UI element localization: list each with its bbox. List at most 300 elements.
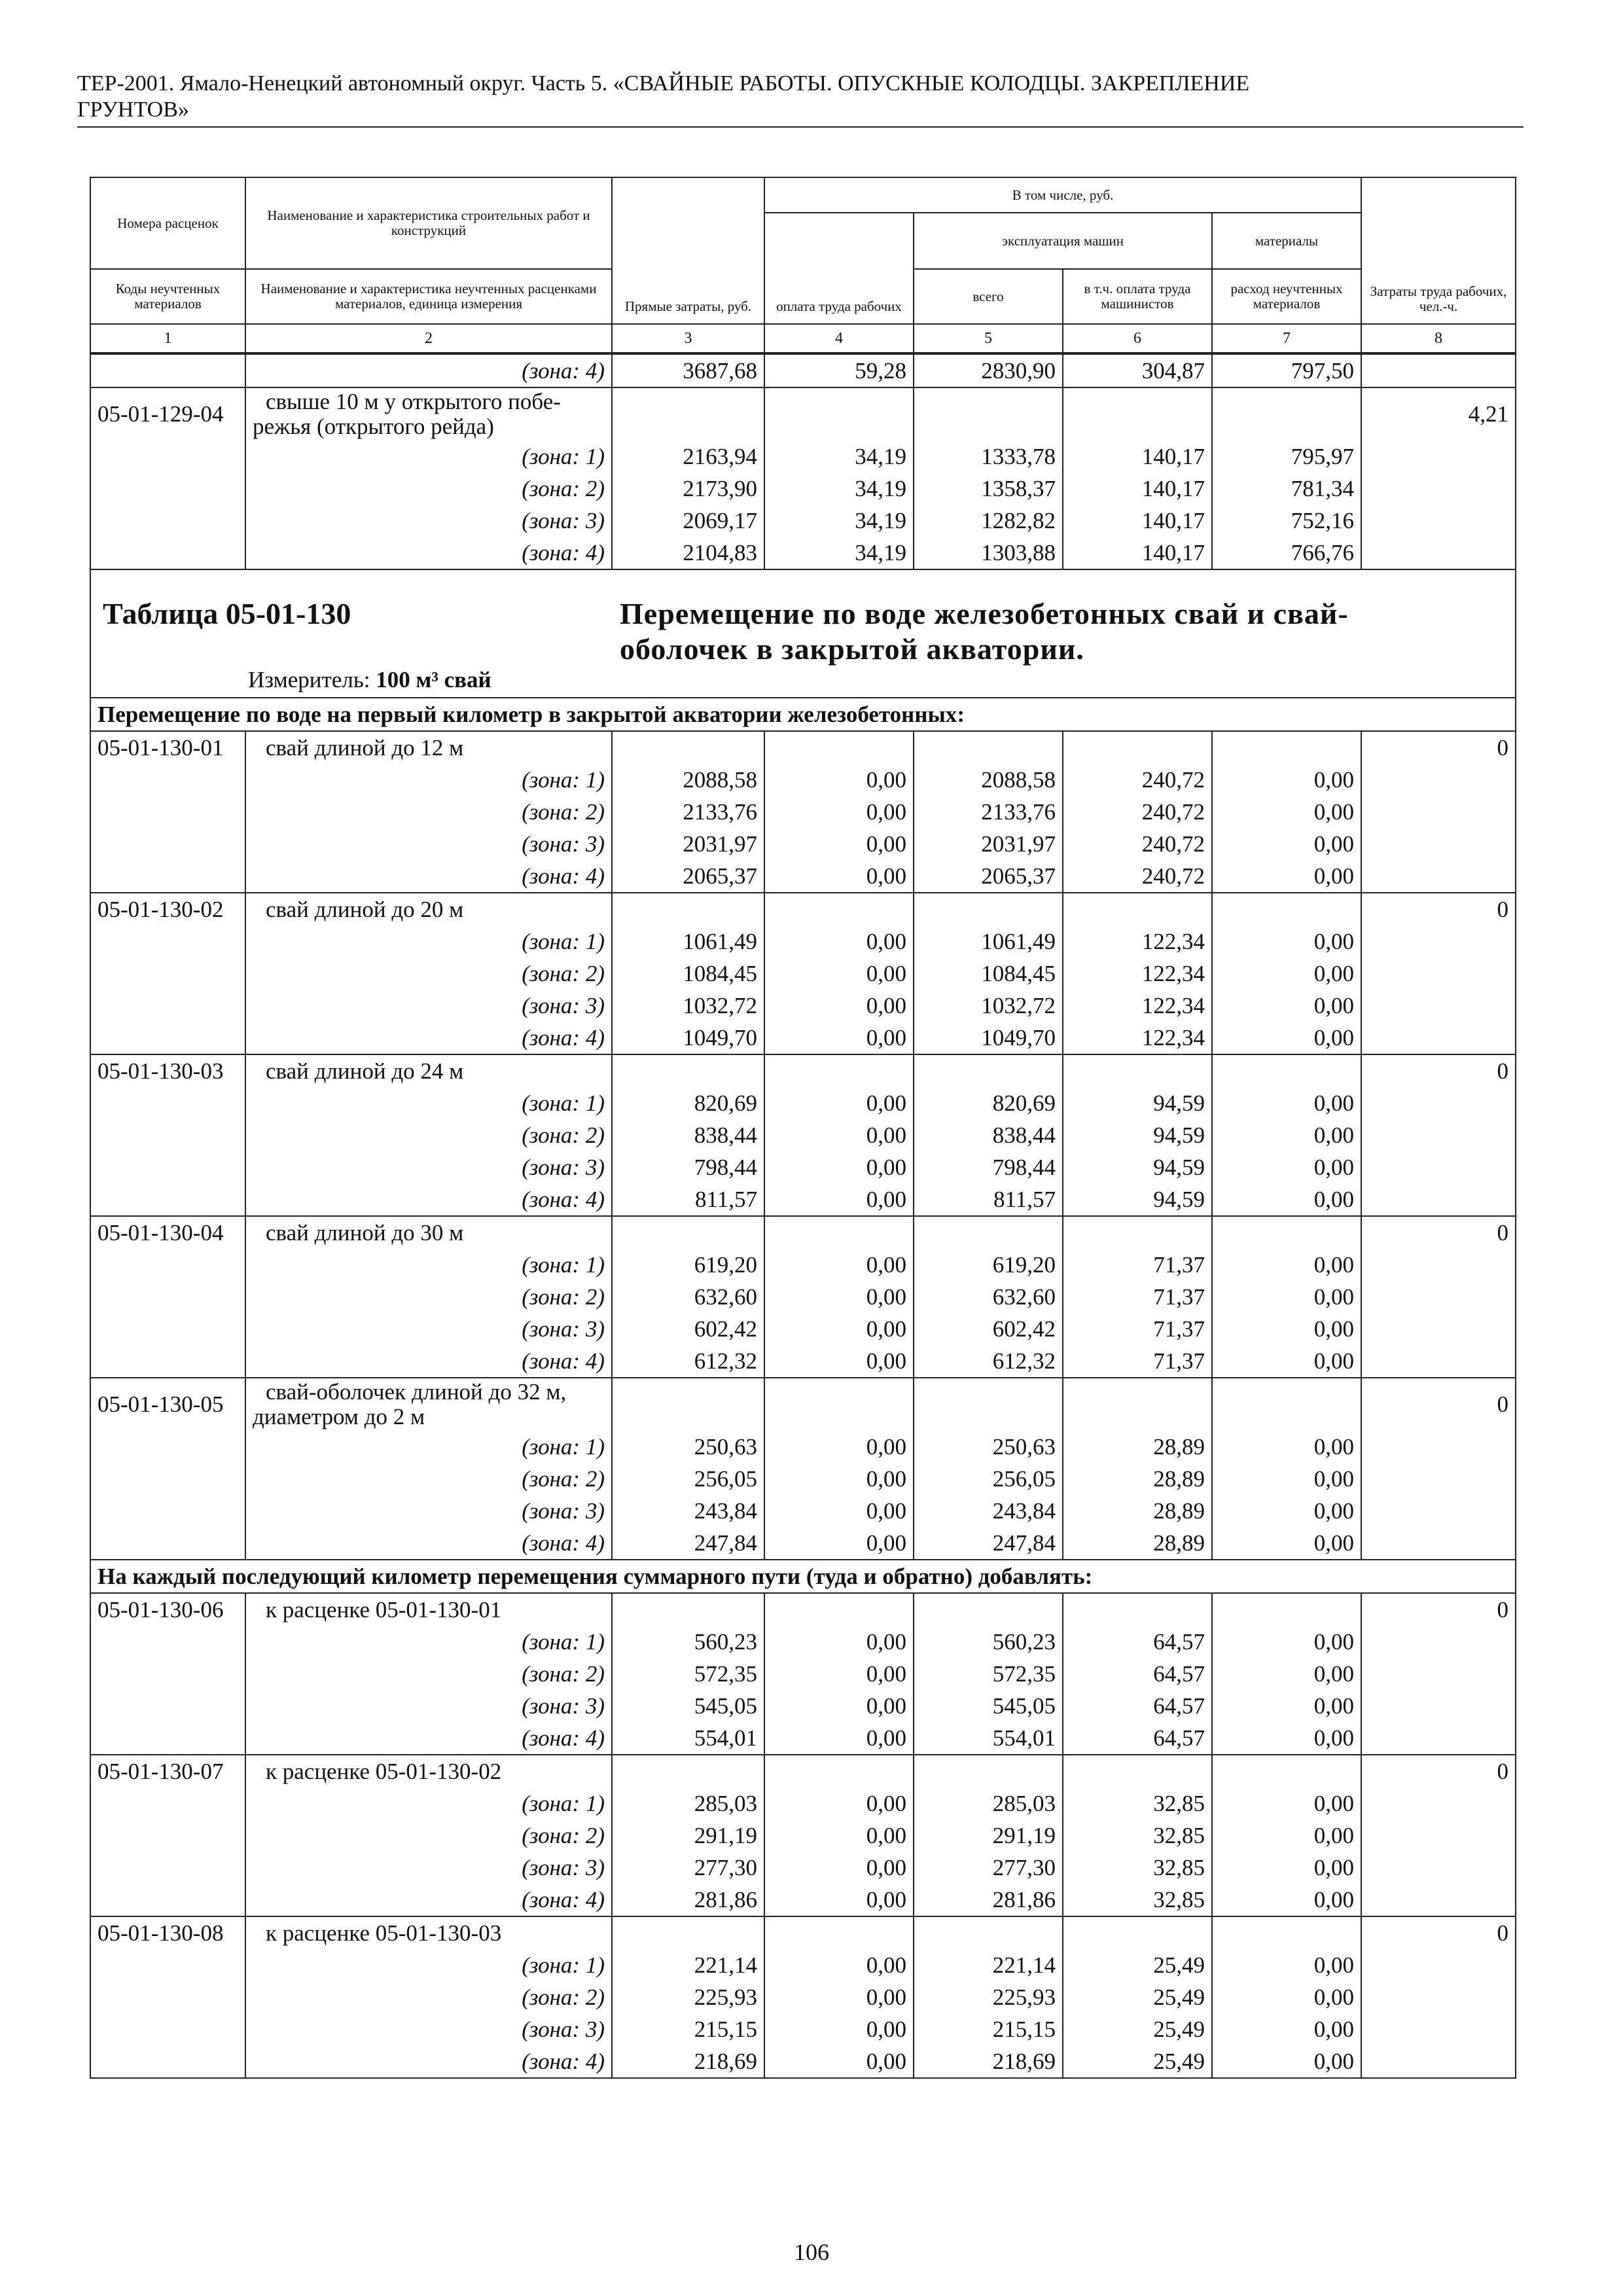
zone-row bbox=[90, 1626, 1516, 1658]
value-c7: 0,00 bbox=[1212, 1281, 1361, 1313]
labor-cell bbox=[1361, 1722, 1516, 1755]
rate-code: 05-01-130-01 bbox=[90, 731, 245, 764]
value-c7: 0,00 bbox=[1212, 1626, 1361, 1658]
col-number-5: 5 bbox=[914, 324, 1063, 353]
value-c4: 0,00 bbox=[764, 1949, 914, 1981]
zone-row bbox=[90, 1852, 1516, 1884]
value-c3: 281,86 bbox=[612, 1884, 764, 1916]
header-materials: материалы bbox=[1212, 213, 1361, 269]
header-line-2: ГРУНТОВ» bbox=[77, 98, 189, 122]
value-c5: 2133,76 bbox=[914, 796, 1063, 828]
value-c3: 215,15 bbox=[612, 2013, 764, 2045]
zone-row bbox=[90, 1119, 1516, 1151]
rate-code: 05-01-130-04 bbox=[90, 1216, 245, 1249]
code-cell bbox=[90, 1463, 245, 1495]
empty-cell bbox=[764, 1755, 914, 1787]
value-c5: 838,44 bbox=[914, 1119, 1063, 1151]
rate-name bbox=[245, 1593, 612, 1626]
value-c7: 0,00 bbox=[1212, 1820, 1361, 1852]
value-c7: 0,00 bbox=[1212, 990, 1361, 1022]
empty-cell bbox=[1063, 1378, 1212, 1431]
value-c5: 2088,58 bbox=[914, 764, 1063, 796]
empty-cell bbox=[1063, 1054, 1212, 1087]
labor-value: 0 bbox=[1361, 1378, 1516, 1431]
value-c5: 247,84 bbox=[914, 1527, 1063, 1560]
value-c4: 0,00 bbox=[764, 1022, 914, 1054]
header-including: В том числе, руб. bbox=[764, 177, 1361, 213]
empty-cell bbox=[612, 1216, 764, 1249]
value-c6: 28,89 bbox=[1063, 1527, 1212, 1560]
zone-row bbox=[90, 440, 1516, 473]
zone-row bbox=[90, 1722, 1516, 1755]
zone-label: (зона: 2) bbox=[245, 958, 612, 990]
value-c3: 2065,37 bbox=[612, 860, 764, 893]
empty-cell bbox=[1063, 1755, 1212, 1787]
zone-label: (зона: 1) bbox=[245, 1787, 612, 1820]
value-c5: 221,14 bbox=[914, 1949, 1063, 1981]
code-cell bbox=[90, 1087, 245, 1119]
value-c4: 0,00 bbox=[764, 1820, 914, 1852]
value-c4: 0,00 bbox=[764, 990, 914, 1022]
column-header-table bbox=[90, 177, 1516, 353]
value-c3: 2133,76 bbox=[612, 796, 764, 828]
value-c7: 0,00 bbox=[1212, 1151, 1361, 1183]
value-c4: 34,19 bbox=[764, 440, 914, 473]
value-c7: 0,00 bbox=[1212, 2013, 1361, 2045]
value-c5: 1061,49 bbox=[914, 925, 1063, 958]
value-c4: 0,00 bbox=[764, 1626, 914, 1658]
value-c3: 632,60 bbox=[612, 1281, 764, 1313]
labor-cell bbox=[1361, 473, 1516, 505]
value-c3: 612,32 bbox=[612, 1345, 764, 1378]
rate-code: 05-01-130-07 bbox=[90, 1755, 245, 1787]
value-c3: 1049,70 bbox=[612, 1022, 764, 1054]
labor-value: 0 bbox=[1361, 1216, 1516, 1249]
value-c4: 0,00 bbox=[764, 1658, 914, 1690]
empty-cell bbox=[1063, 1593, 1212, 1626]
code-cell bbox=[90, 1495, 245, 1527]
empty-cell bbox=[914, 387, 1063, 440]
header-machines-total: всего bbox=[914, 269, 1063, 324]
code-cell bbox=[90, 440, 245, 473]
value-c5: 1282,82 bbox=[914, 505, 1063, 537]
rate-name-line: к расценке 05-01-130-01 bbox=[266, 1596, 502, 1623]
value-c3: 560,23 bbox=[612, 1626, 764, 1658]
value-c5: 291,19 bbox=[914, 1820, 1063, 1852]
zone-label: (зона: 1) bbox=[245, 440, 612, 473]
empty-cell bbox=[764, 1916, 914, 1949]
labor-cell bbox=[1361, 1183, 1516, 1216]
labor-cell bbox=[1361, 1022, 1516, 1054]
value-c7: 0,00 bbox=[1212, 1949, 1361, 1981]
rate-name-line: режья (открытого рейда) bbox=[253, 414, 494, 439]
value-c6: 94,59 bbox=[1063, 1183, 1212, 1216]
value-c3: 2031,97 bbox=[612, 828, 764, 860]
empty-cell bbox=[1212, 1916, 1361, 1949]
code-cell bbox=[90, 1949, 245, 1981]
rate-name-line: к расценке 05-01-130-02 bbox=[266, 1758, 502, 1784]
value-c6: 32,85 bbox=[1063, 1852, 1212, 1884]
code-cell bbox=[90, 1820, 245, 1852]
empty-cell bbox=[914, 1216, 1063, 1249]
col-number-6: 6 bbox=[1063, 324, 1212, 353]
code-cell bbox=[90, 2013, 245, 2045]
value-c6: 304,87 bbox=[1063, 354, 1212, 387]
value-c7: 0,00 bbox=[1212, 1313, 1361, 1345]
value-c6: 122,34 bbox=[1063, 925, 1212, 958]
code-cell bbox=[90, 1313, 245, 1345]
value-c3: 1032,72 bbox=[612, 990, 764, 1022]
value-c5: 225,93 bbox=[914, 1981, 1063, 2013]
empty-cell bbox=[1212, 387, 1361, 440]
labor-cell bbox=[1361, 958, 1516, 990]
value-c4: 0,00 bbox=[764, 1431, 914, 1463]
empty-cell bbox=[764, 1216, 914, 1249]
labor-cell bbox=[1361, 1151, 1516, 1183]
section-title: На каждый последующий километр перемещения суммарного пути (туда и обратно) добавлять: bbox=[90, 1560, 1516, 1593]
value-c6: 25,49 bbox=[1063, 1981, 1212, 2013]
labor-cell bbox=[1361, 1345, 1516, 1378]
zone-row bbox=[90, 2045, 1516, 2078]
zone-row bbox=[90, 860, 1516, 893]
empty-cell bbox=[764, 387, 914, 440]
rate-code: 05-01-130-06 bbox=[90, 1593, 245, 1626]
zone-row bbox=[90, 1527, 1516, 1560]
zone-row bbox=[90, 958, 1516, 990]
value-c5: 811,57 bbox=[914, 1183, 1063, 1216]
zone-label: (зона: 4) bbox=[245, 354, 612, 387]
labor-cell bbox=[1361, 1884, 1516, 1916]
value-c7: 0,00 bbox=[1212, 1022, 1361, 1054]
empty-cell bbox=[612, 1378, 764, 1431]
code-cell bbox=[90, 1183, 245, 1216]
value-c6: 140,17 bbox=[1063, 473, 1212, 505]
code-cell bbox=[90, 1527, 245, 1560]
value-c3: 2088,58 bbox=[612, 764, 764, 796]
code-cell bbox=[90, 796, 245, 828]
zone-row bbox=[90, 1820, 1516, 1852]
value-c4: 0,00 bbox=[764, 1884, 914, 1916]
col-number-8: 8 bbox=[1361, 324, 1516, 353]
value-c3: 619,20 bbox=[612, 1249, 764, 1281]
zone-row bbox=[90, 1884, 1516, 1916]
labor-cell bbox=[1361, 990, 1516, 1022]
zone-row bbox=[90, 764, 1516, 796]
empty-cell bbox=[612, 1755, 764, 1787]
value-c4: 0,00 bbox=[764, 1722, 914, 1755]
section-title: Перемещение по воде на первый километр в закрытой акватории железобетонных: bbox=[90, 698, 1516, 731]
code-cell bbox=[90, 1981, 245, 2013]
labor-cell bbox=[1361, 2013, 1516, 2045]
code-cell bbox=[90, 1658, 245, 1690]
value-c5: 285,03 bbox=[914, 1787, 1063, 1820]
rate-item-row bbox=[90, 731, 1516, 764]
value-c4: 0,00 bbox=[764, 1345, 914, 1378]
labor-value: 4,21 bbox=[1361, 387, 1516, 440]
labor-cell bbox=[1361, 505, 1516, 537]
value-c3: 256,05 bbox=[612, 1463, 764, 1495]
table-title-cell bbox=[90, 569, 1516, 698]
code-cell bbox=[90, 1884, 245, 1916]
code-cell bbox=[90, 1852, 245, 1884]
value-c4: 0,00 bbox=[764, 925, 914, 958]
zone-row bbox=[90, 828, 1516, 860]
zone-label: (зона: 3) bbox=[245, 1690, 612, 1722]
labor-value: 0 bbox=[1361, 1916, 1516, 1949]
code-cell bbox=[90, 958, 245, 990]
empty-cell bbox=[764, 893, 914, 925]
value-c3: 250,63 bbox=[612, 1431, 764, 1463]
rate-code: 05-01-130-05 bbox=[90, 1378, 245, 1431]
labor-cell bbox=[1361, 1626, 1516, 1658]
empty-cell bbox=[914, 731, 1063, 764]
value-c5: 256,05 bbox=[914, 1463, 1063, 1495]
zone-label: (зона: 1) bbox=[245, 1249, 612, 1281]
zone-row bbox=[90, 473, 1516, 505]
labor-cell bbox=[1361, 1787, 1516, 1820]
rate-name bbox=[245, 893, 612, 925]
value-c3: 554,01 bbox=[612, 1722, 764, 1755]
value-c3: 3687,68 bbox=[612, 354, 764, 387]
value-c6: 64,57 bbox=[1063, 1690, 1212, 1722]
code-cell bbox=[90, 828, 245, 860]
rate-name-line: свай длиной до 24 м bbox=[266, 1058, 464, 1084]
value-c6: 122,34 bbox=[1063, 1022, 1212, 1054]
value-c4: 0,00 bbox=[764, 1463, 914, 1495]
empty-cell bbox=[764, 1593, 914, 1626]
value-c3: 218,69 bbox=[612, 2045, 764, 2078]
empty-cell bbox=[1063, 387, 1212, 440]
zone-label: (зона: 4) bbox=[245, 1722, 612, 1755]
col-number-2: 2 bbox=[245, 324, 612, 353]
zone-label: (зона: 4) bbox=[245, 860, 612, 893]
labor-cell bbox=[1361, 1087, 1516, 1119]
value-c3: 277,30 bbox=[612, 1852, 764, 1884]
value-c6: 28,89 bbox=[1063, 1431, 1212, 1463]
value-c3: 572,35 bbox=[612, 1658, 764, 1690]
labor-cell bbox=[1361, 537, 1516, 569]
labor-cell bbox=[1361, 860, 1516, 893]
labor-cell bbox=[1361, 1431, 1516, 1463]
code-cell bbox=[90, 1119, 245, 1151]
value-c5: 1333,78 bbox=[914, 440, 1063, 473]
value-c7: 0,00 bbox=[1212, 2045, 1361, 2078]
value-c7: 0,00 bbox=[1212, 1527, 1361, 1560]
zone-row bbox=[90, 537, 1516, 569]
value-c7: 0,00 bbox=[1212, 1981, 1361, 2013]
code-cell bbox=[90, 764, 245, 796]
labor-cell bbox=[1361, 1249, 1516, 1281]
rate-item-row bbox=[90, 1054, 1516, 1087]
header-line-1: ТЕР-2001. Ямало-Ненецкий автономный округ. Часть 5. «СВАЙНЫЕ РАБОТЫ. ОПУСКНЫЕ КОЛОДЦЫ. ЗАКРЕПЛЕНИЕ bbox=[77, 71, 1250, 96]
header-machines: эксплуатация машин bbox=[914, 213, 1212, 269]
rate-name bbox=[245, 731, 612, 764]
empty-cell bbox=[1212, 731, 1361, 764]
value-c6: 240,72 bbox=[1063, 828, 1212, 860]
value-c5: 545,05 bbox=[914, 1690, 1063, 1722]
value-c3: 2163,94 bbox=[612, 440, 764, 473]
value-c6: 140,17 bbox=[1063, 505, 1212, 537]
value-c5: 2830,90 bbox=[914, 354, 1063, 387]
value-c4: 0,00 bbox=[764, 1281, 914, 1313]
value-c6: 28,89 bbox=[1063, 1463, 1212, 1495]
zone-row bbox=[90, 1087, 1516, 1119]
labor-cell bbox=[1361, 354, 1516, 387]
value-c7: 0,00 bbox=[1212, 1463, 1361, 1495]
header-direct-costs: Прямые затраты, руб. bbox=[612, 177, 764, 324]
value-c7: 752,16 bbox=[1212, 505, 1361, 537]
code-cell bbox=[90, 990, 245, 1022]
value-c4: 0,00 bbox=[764, 1119, 914, 1151]
value-c7: 0,00 bbox=[1212, 1249, 1361, 1281]
value-c7: 0,00 bbox=[1212, 796, 1361, 828]
zone-row bbox=[90, 1690, 1516, 1722]
code-cell bbox=[90, 1787, 245, 1820]
labor-cell bbox=[1361, 1313, 1516, 1345]
value-c5: 572,35 bbox=[914, 1658, 1063, 1690]
value-c7: 0,00 bbox=[1212, 1722, 1361, 1755]
value-c7: 0,00 bbox=[1212, 828, 1361, 860]
zone-row bbox=[90, 1463, 1516, 1495]
header-work-name: Наименование и характеристика строительных работ и конструкций bbox=[245, 177, 612, 269]
code-cell bbox=[90, 1722, 245, 1755]
value-c7: 0,00 bbox=[1212, 1787, 1361, 1820]
value-c4: 0,00 bbox=[764, 1787, 914, 1820]
rate-name-line: диаметром до 2 м bbox=[253, 1404, 425, 1429]
value-c3: 2069,17 bbox=[612, 505, 764, 537]
zone-row bbox=[90, 1249, 1516, 1281]
section-row bbox=[90, 1560, 1516, 1593]
value-c6: 32,85 bbox=[1063, 1884, 1212, 1916]
rate-name-line: свыше 10 м у открытого побе- bbox=[266, 389, 561, 414]
value-c4: 0,00 bbox=[764, 1690, 914, 1722]
code-cell bbox=[90, 1690, 245, 1722]
value-c3: 811,57 bbox=[612, 1183, 764, 1216]
value-c6: 25,49 bbox=[1063, 1949, 1212, 1981]
value-c7: 0,00 bbox=[1212, 1658, 1361, 1690]
value-c7: 0,00 bbox=[1212, 764, 1361, 796]
value-c6: 140,17 bbox=[1063, 537, 1212, 569]
meter-prefix: Измеритель: bbox=[248, 667, 376, 692]
value-c5: 2031,97 bbox=[914, 828, 1063, 860]
value-c6: 71,37 bbox=[1063, 1345, 1212, 1378]
value-c7: 0,00 bbox=[1212, 1495, 1361, 1527]
code-cell bbox=[90, 2045, 245, 2078]
value-c3: 285,03 bbox=[612, 1787, 764, 1820]
rate-name bbox=[245, 387, 612, 440]
code-cell bbox=[90, 860, 245, 893]
value-c4: 34,19 bbox=[764, 505, 914, 537]
value-c4: 0,00 bbox=[764, 1527, 914, 1560]
value-c5: 619,20 bbox=[914, 1249, 1063, 1281]
zone-label: (зона: 4) bbox=[245, 1345, 612, 1378]
labor-value: 0 bbox=[1361, 1755, 1516, 1787]
value-c6: 94,59 bbox=[1063, 1151, 1212, 1183]
labor-cell bbox=[1361, 1281, 1516, 1313]
rate-code: 05-01-130-02 bbox=[90, 893, 245, 925]
value-c7: 0,00 bbox=[1212, 1345, 1361, 1378]
rate-code: 05-01-130-08 bbox=[90, 1916, 245, 1949]
value-c4: 0,00 bbox=[764, 1313, 914, 1345]
zone-row bbox=[90, 1183, 1516, 1216]
col-number-7: 7 bbox=[1212, 324, 1361, 353]
value-c6: 25,49 bbox=[1063, 2013, 1212, 2045]
zone-row bbox=[90, 505, 1516, 537]
rate-code: 05-01-129-04 bbox=[90, 387, 245, 440]
empty-cell bbox=[1212, 1378, 1361, 1431]
value-c3: 247,84 bbox=[612, 1527, 764, 1560]
value-c6: 28,89 bbox=[1063, 1495, 1212, 1527]
code-cell bbox=[90, 505, 245, 537]
value-c6: 71,37 bbox=[1063, 1313, 1212, 1345]
labor-cell bbox=[1361, 925, 1516, 958]
zone-label: (зона: 3) bbox=[245, 505, 612, 537]
value-c5: 1358,37 bbox=[914, 473, 1063, 505]
table-label: Таблица 05-01-130 bbox=[103, 597, 351, 630]
zone-label: (зона: 4) bbox=[245, 1527, 612, 1560]
zone-label: (зона: 1) bbox=[245, 1087, 612, 1119]
empty-cell bbox=[914, 1054, 1063, 1087]
value-c3: 798,44 bbox=[612, 1151, 764, 1183]
value-c3: 820,69 bbox=[612, 1087, 764, 1119]
zone-row bbox=[90, 990, 1516, 1022]
zone-label: (зона: 3) bbox=[245, 2013, 612, 2045]
value-c4: 0,00 bbox=[764, 796, 914, 828]
labor-cell bbox=[1361, 1527, 1516, 1560]
zone-label: (зона: 1) bbox=[245, 764, 612, 796]
value-c7: 797,50 bbox=[1212, 354, 1361, 387]
zone-row bbox=[90, 1431, 1516, 1463]
value-c7: 0,00 bbox=[1212, 1690, 1361, 1722]
zone-label: (зона: 2) bbox=[245, 1463, 612, 1495]
header-machinist-pay: в т.ч. оплата труда машинистов bbox=[1063, 269, 1212, 324]
zone-label: (зона: 4) bbox=[245, 2045, 612, 2078]
rate-code: 05-01-130-03 bbox=[90, 1054, 245, 1087]
value-c7: 0,00 bbox=[1212, 958, 1361, 990]
value-c5: 554,01 bbox=[914, 1722, 1063, 1755]
zone-label: (зона: 3) bbox=[245, 1495, 612, 1527]
value-c7: 0,00 bbox=[1212, 1119, 1361, 1151]
value-c5: 243,84 bbox=[914, 1495, 1063, 1527]
code-cell bbox=[90, 1022, 245, 1054]
code-cell bbox=[90, 537, 245, 569]
value-c3: 602,42 bbox=[612, 1313, 764, 1345]
zone-label: (зона: 2) bbox=[245, 473, 612, 505]
value-c3: 225,93 bbox=[612, 1981, 764, 2013]
code-cell bbox=[90, 1345, 245, 1378]
col-number-1: 1 bbox=[90, 324, 245, 353]
empty-cell bbox=[612, 1593, 764, 1626]
labor-value: 0 bbox=[1361, 731, 1516, 764]
zone-row bbox=[90, 1658, 1516, 1690]
value-c5: 281,86 bbox=[914, 1884, 1063, 1916]
zone-label: (зона: 1) bbox=[245, 925, 612, 958]
empty-cell bbox=[764, 1378, 914, 1431]
value-c4: 0,00 bbox=[764, 1981, 914, 2013]
empty-cell bbox=[612, 731, 764, 764]
table-title-row bbox=[90, 569, 1516, 698]
zone-label: (зона: 2) bbox=[245, 1119, 612, 1151]
rate-name bbox=[245, 1054, 612, 1087]
value-c3: 1084,45 bbox=[612, 958, 764, 990]
empty-cell bbox=[1212, 893, 1361, 925]
value-c7: 781,34 bbox=[1212, 473, 1361, 505]
value-c7: 0,00 bbox=[1212, 1087, 1361, 1119]
value-c3: 2173,90 bbox=[612, 473, 764, 505]
code-cell bbox=[90, 473, 245, 505]
empty-cell bbox=[1212, 1593, 1361, 1626]
value-c6: 94,59 bbox=[1063, 1087, 1212, 1119]
